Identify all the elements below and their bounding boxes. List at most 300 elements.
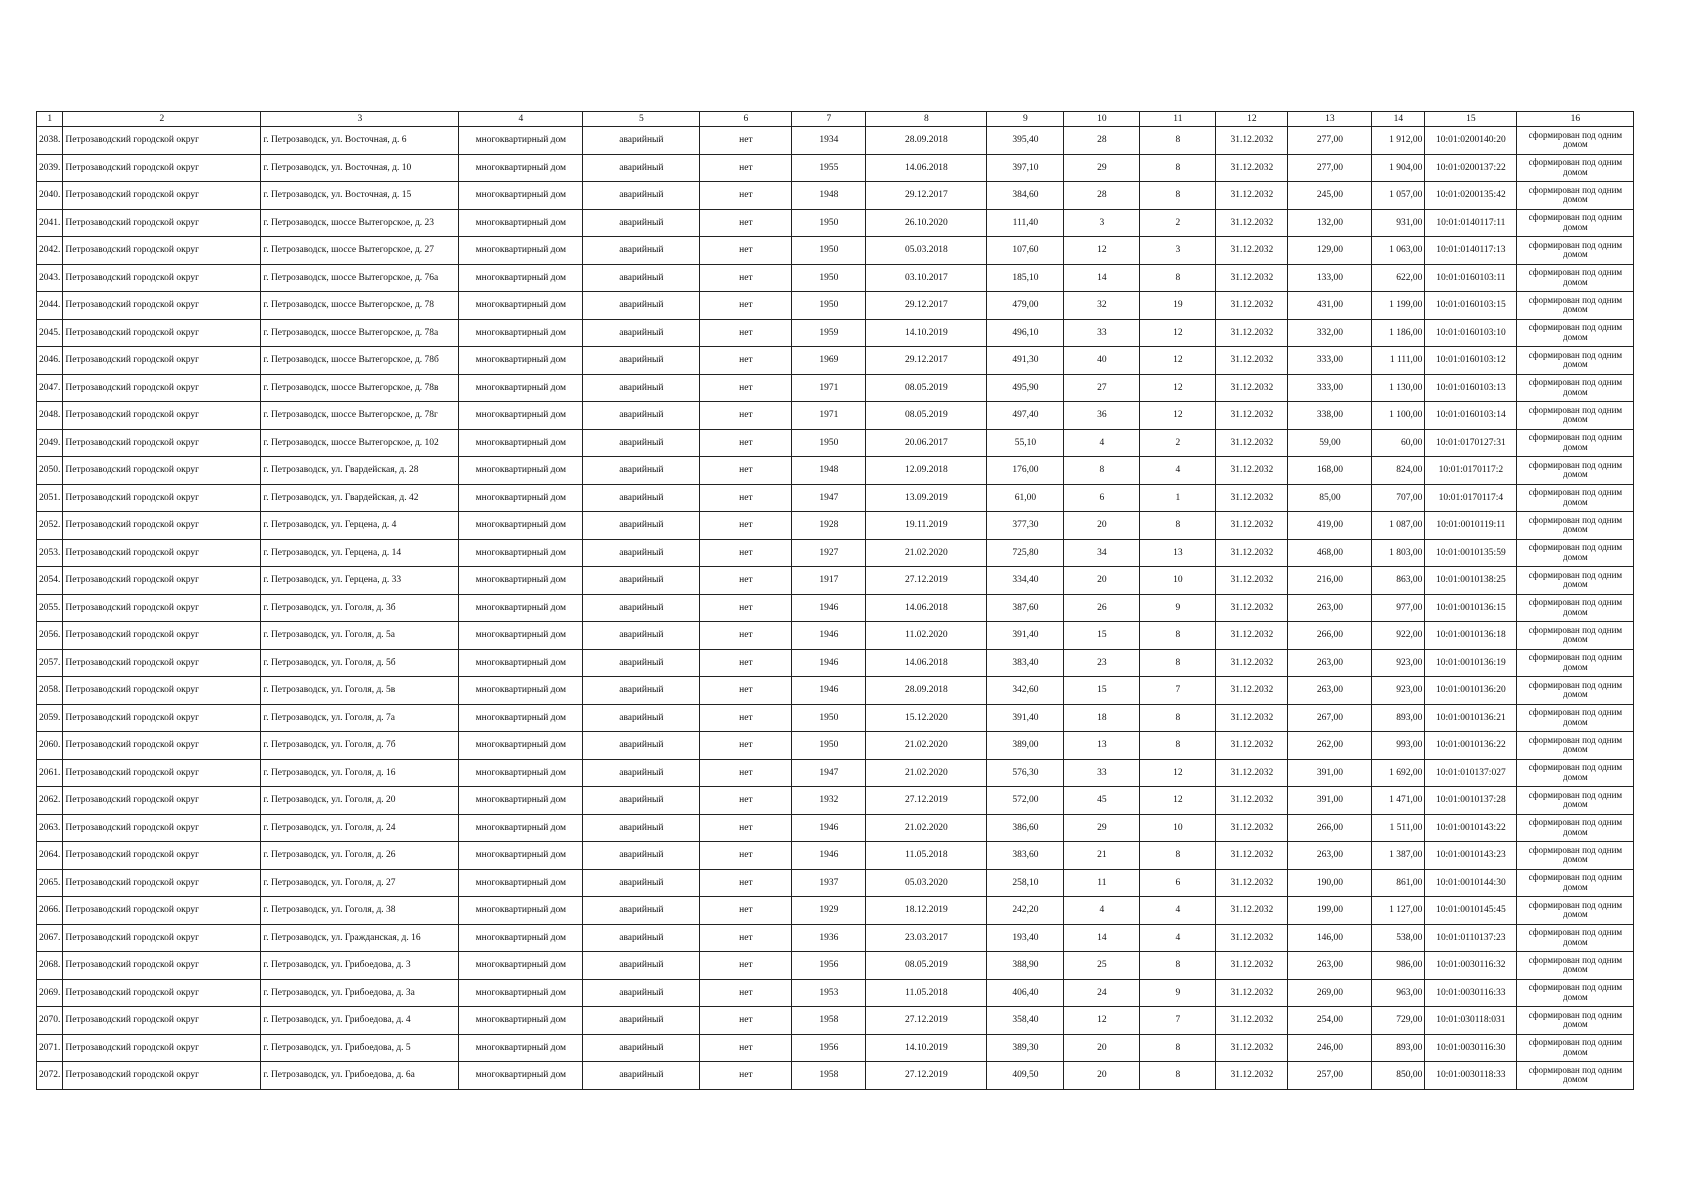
cell-area: 383,40 xyxy=(987,649,1064,677)
cell-row-number: 2065. xyxy=(37,869,63,897)
column-header-14: 14 xyxy=(1372,112,1425,127)
cell-col-13-value: 263,00 xyxy=(1288,952,1372,980)
cell-residents: 33 xyxy=(1064,759,1140,787)
cell-apartments: 7 xyxy=(1140,1007,1216,1035)
cell-row-number: 2050. xyxy=(37,457,63,485)
cell-cultural-heritage: нет xyxy=(700,842,792,870)
cell-land-status: сформирован под одним домом xyxy=(1517,402,1634,430)
cell-building-type: многоквартирный дом xyxy=(459,237,583,265)
cell-year-built: 1947 xyxy=(792,759,866,787)
cell-condition: аварийный xyxy=(583,869,700,897)
cell-building-type: многоквартирный дом xyxy=(459,209,583,237)
cell-area: 334,40 xyxy=(987,567,1064,595)
cell-cultural-heritage: нет xyxy=(700,704,792,732)
cell-address: г. Петрозаводск, ул. Гоголя, д. 5б xyxy=(261,649,459,677)
cell-cadastral-number: 10:01:0010136:15 xyxy=(1425,594,1517,622)
cell-municipality: Петрозаводский городской округ xyxy=(63,374,261,402)
cell-area: 388,90 xyxy=(987,952,1064,980)
column-header-1: 1 xyxy=(37,112,63,127)
cell-resettlement-deadline: 31.12.2032 xyxy=(1216,842,1288,870)
cell-resettlement-deadline: 31.12.2032 xyxy=(1216,319,1288,347)
cell-col-13-value: 263,00 xyxy=(1288,842,1372,870)
cell-building-type: многоквартирный дом xyxy=(459,622,583,650)
cell-apartments: 12 xyxy=(1140,787,1216,815)
cell-col-14-value: 931,00 xyxy=(1372,209,1425,237)
cell-cadastral-number: 10:01:0170117:4 xyxy=(1425,484,1517,512)
cell-col-13-value: 277,00 xyxy=(1288,154,1372,182)
cell-cultural-heritage: нет xyxy=(700,292,792,320)
table-row xyxy=(37,1062,1634,1090)
cell-year-built: 1958 xyxy=(792,1062,866,1090)
cell-address: г. Петрозаводск, ул. Гоголя, д. 3б xyxy=(261,594,459,622)
cell-area: 383,60 xyxy=(987,842,1064,870)
cell-residents: 4 xyxy=(1064,897,1140,925)
cell-cadastral-number: 10:01:0110137:23 xyxy=(1425,924,1517,952)
table-row xyxy=(37,237,1634,265)
cell-building-type: многоквартирный дом xyxy=(459,154,583,182)
cell-building-type: многоквартирный дом xyxy=(459,1062,583,1090)
cell-address: г. Петрозаводск, шоссе Вытегорское, д. 78а xyxy=(261,319,459,347)
cell-year-built: 1971 xyxy=(792,374,866,402)
cell-municipality: Петрозаводский городской округ xyxy=(63,787,261,815)
column-header-3: 3 xyxy=(261,112,459,127)
cell-apartments: 9 xyxy=(1140,594,1216,622)
cell-row-number: 2054. xyxy=(37,567,63,595)
cell-land-status: сформирован под одним домом xyxy=(1517,457,1634,485)
cell-area: 176,00 xyxy=(987,457,1064,485)
cell-residents: 25 xyxy=(1064,952,1140,980)
cell-resettlement-deadline: 31.12.2032 xyxy=(1216,759,1288,787)
table-row xyxy=(37,869,1634,897)
cell-condition: аварийный xyxy=(583,567,700,595)
cell-cultural-heritage: нет xyxy=(700,952,792,980)
cell-municipality: Петрозаводский городской округ xyxy=(63,924,261,952)
cell-cultural-heritage: нет xyxy=(700,814,792,842)
cell-year-built: 1947 xyxy=(792,484,866,512)
cell-land-status: сформирован под одним домом xyxy=(1517,869,1634,897)
cell-municipality: Петрозаводский городской округ xyxy=(63,649,261,677)
cell-recognition-date: 03.10.2017 xyxy=(866,264,987,292)
cell-apartments: 8 xyxy=(1140,952,1216,980)
column-header-6: 6 xyxy=(700,112,792,127)
cell-building-type: многоквартирный дом xyxy=(459,759,583,787)
cell-cadastral-number: 10:01:0160103:11 xyxy=(1425,264,1517,292)
cell-recognition-date: 05.03.2018 xyxy=(866,237,987,265)
cell-condition: аварийный xyxy=(583,237,700,265)
cell-municipality: Петрозаводский городской округ xyxy=(63,182,261,210)
cell-cultural-heritage: нет xyxy=(700,457,792,485)
cell-resettlement-deadline: 31.12.2032 xyxy=(1216,512,1288,540)
cell-building-type: многоквартирный дом xyxy=(459,457,583,485)
cell-cadastral-number: 10:01:0010136:22 xyxy=(1425,732,1517,760)
cell-address: г. Петрозаводск, шоссе Вытегорское, д. 78б xyxy=(261,347,459,375)
column-header-8: 8 xyxy=(866,112,987,127)
cell-condition: аварийный xyxy=(583,787,700,815)
cell-area: 258,10 xyxy=(987,869,1064,897)
cell-row-number: 2042. xyxy=(37,237,63,265)
cell-cadastral-number: 10:01:0170117:2 xyxy=(1425,457,1517,485)
cell-cadastral-number: 10:01:0140117:11 xyxy=(1425,209,1517,237)
cell-cadastral-number: 10:01:0160103:12 xyxy=(1425,347,1517,375)
cell-col-14-value: 850,00 xyxy=(1372,1062,1425,1090)
cell-col-13-value: 266,00 xyxy=(1288,622,1372,650)
cell-area: 377,30 xyxy=(987,512,1064,540)
table-row xyxy=(37,209,1634,237)
cell-cadastral-number: 10:01:0200140:20 xyxy=(1425,127,1517,155)
cell-area: 358,40 xyxy=(987,1007,1064,1035)
cell-land-status: сформирован под одним домом xyxy=(1517,512,1634,540)
cell-area: 572,00 xyxy=(987,787,1064,815)
cell-recognition-date: 28.09.2018 xyxy=(866,677,987,705)
table-row xyxy=(37,319,1634,347)
cell-recognition-date: 29.12.2017 xyxy=(866,292,987,320)
cell-address: г. Петрозаводск, ул. Гражданская, д. 16 xyxy=(261,924,459,952)
cell-row-number: 2043. xyxy=(37,264,63,292)
cell-apartments: 8 xyxy=(1140,732,1216,760)
cell-address: г. Петрозаводск, ул. Гоголя, д. 38 xyxy=(261,897,459,925)
table-row xyxy=(37,924,1634,952)
cell-condition: аварийный xyxy=(583,1034,700,1062)
cell-residents: 13 xyxy=(1064,732,1140,760)
cell-address: г. Петрозаводск, ул. Гоголя, д. 27 xyxy=(261,869,459,897)
cell-resettlement-deadline: 31.12.2032 xyxy=(1216,622,1288,650)
cell-recognition-date: 23.03.2017 xyxy=(866,924,987,952)
table-header xyxy=(37,112,1634,127)
cell-row-number: 2058. xyxy=(37,677,63,705)
cell-area: 496,10 xyxy=(987,319,1064,347)
cell-recognition-date: 14.10.2019 xyxy=(866,1034,987,1062)
cell-municipality: Петрозаводский городской округ xyxy=(63,1062,261,1090)
cell-apartments: 4 xyxy=(1140,457,1216,485)
cell-municipality: Петрозаводский городской округ xyxy=(63,209,261,237)
cell-building-type: многоквартирный дом xyxy=(459,979,583,1007)
cell-condition: аварийный xyxy=(583,1062,700,1090)
cell-row-number: 2048. xyxy=(37,402,63,430)
cell-col-13-value: 168,00 xyxy=(1288,457,1372,485)
cell-row-number: 2053. xyxy=(37,539,63,567)
cell-col-14-value: 729,00 xyxy=(1372,1007,1425,1035)
cell-col-14-value: 1 087,00 xyxy=(1372,512,1425,540)
cell-land-status: сформирован под одним домом xyxy=(1517,1007,1634,1035)
cell-cadastral-number: 10:01:0010136:21 xyxy=(1425,704,1517,732)
cell-residents: 8 xyxy=(1064,457,1140,485)
cell-col-13-value: 391,00 xyxy=(1288,787,1372,815)
cell-row-number: 2046. xyxy=(37,347,63,375)
cell-resettlement-deadline: 31.12.2032 xyxy=(1216,539,1288,567)
cell-col-13-value: 262,00 xyxy=(1288,732,1372,760)
cell-building-type: многоквартирный дом xyxy=(459,869,583,897)
cell-address: г. Петрозаводск, ул. Гоголя, д. 26 xyxy=(261,842,459,870)
cell-building-type: многоквартирный дом xyxy=(459,567,583,595)
cell-col-14-value: 1 199,00 xyxy=(1372,292,1425,320)
cell-cultural-heritage: нет xyxy=(700,209,792,237)
cell-cultural-heritage: нет xyxy=(700,154,792,182)
cell-address: г. Петрозаводск, ул. Грибоедова, д. 3а xyxy=(261,979,459,1007)
cell-land-status: сформирован под одним домом xyxy=(1517,292,1634,320)
cell-condition: аварийный xyxy=(583,374,700,402)
cell-cultural-heritage: нет xyxy=(700,1062,792,1090)
cell-row-number: 2071. xyxy=(37,1034,63,1062)
cell-residents: 34 xyxy=(1064,539,1140,567)
cell-condition: аварийный xyxy=(583,484,700,512)
cell-area: 576,30 xyxy=(987,759,1064,787)
cell-land-status: сформирован под одним домом xyxy=(1517,429,1634,457)
cell-land-status: сформирован под одним домом xyxy=(1517,677,1634,705)
cell-apartments: 8 xyxy=(1140,622,1216,650)
cell-year-built: 1953 xyxy=(792,979,866,1007)
cell-area: 391,40 xyxy=(987,622,1064,650)
cell-apartments: 10 xyxy=(1140,814,1216,842)
cell-address: г. Петрозаводск, шоссе Вытегорское, д. 23 xyxy=(261,209,459,237)
cell-address: г. Петрозаводск, ул. Гвардейская, д. 28 xyxy=(261,457,459,485)
cell-building-type: многоквартирный дом xyxy=(459,594,583,622)
cell-land-status: сформирован под одним домом xyxy=(1517,347,1634,375)
cell-cadastral-number: 10:01:0160103:15 xyxy=(1425,292,1517,320)
cell-address: г. Петрозаводск, шоссе Вытегорское, д. 76а xyxy=(261,264,459,292)
cell-col-13-value: 266,00 xyxy=(1288,814,1372,842)
cell-cadastral-number: 10:01:0010136:20 xyxy=(1425,677,1517,705)
column-header-15: 15 xyxy=(1425,112,1517,127)
column-header-16: 16 xyxy=(1517,112,1634,127)
cell-land-status: сформирован под одним домом xyxy=(1517,979,1634,1007)
cell-resettlement-deadline: 31.12.2032 xyxy=(1216,237,1288,265)
cell-col-14-value: 622,00 xyxy=(1372,264,1425,292)
cell-condition: аварийный xyxy=(583,154,700,182)
cell-address: г. Петрозаводск, ул. Гоголя, д. 7а xyxy=(261,704,459,732)
cell-cultural-heritage: нет xyxy=(700,539,792,567)
table-row xyxy=(37,649,1634,677)
cell-condition: аварийный xyxy=(583,429,700,457)
cell-apartments: 8 xyxy=(1140,1034,1216,1062)
housing-register-table xyxy=(36,111,1634,1090)
cell-col-14-value: 1 186,00 xyxy=(1372,319,1425,347)
cell-residents: 6 xyxy=(1064,484,1140,512)
cell-year-built: 1917 xyxy=(792,567,866,595)
cell-year-built: 1950 xyxy=(792,292,866,320)
cell-building-type: многоквартирный дом xyxy=(459,402,583,430)
cell-resettlement-deadline: 31.12.2032 xyxy=(1216,869,1288,897)
cell-col-14-value: 1 692,00 xyxy=(1372,759,1425,787)
cell-row-number: 2070. xyxy=(37,1007,63,1035)
cell-apartments: 12 xyxy=(1140,374,1216,402)
cell-resettlement-deadline: 31.12.2032 xyxy=(1216,924,1288,952)
cell-col-14-value: 893,00 xyxy=(1372,704,1425,732)
cell-resettlement-deadline: 31.12.2032 xyxy=(1216,1034,1288,1062)
cell-building-type: многоквартирный дом xyxy=(459,1034,583,1062)
cell-resettlement-deadline: 31.12.2032 xyxy=(1216,677,1288,705)
cell-land-status: сформирован под одним домом xyxy=(1517,924,1634,952)
cell-year-built: 1932 xyxy=(792,787,866,815)
cell-area: 242,20 xyxy=(987,897,1064,925)
cell-row-number: 2059. xyxy=(37,704,63,732)
cell-municipality: Петрозаводский городской округ xyxy=(63,264,261,292)
cell-land-status: сформирован под одним домом xyxy=(1517,622,1634,650)
cell-col-14-value: 922,00 xyxy=(1372,622,1425,650)
cell-residents: 20 xyxy=(1064,1062,1140,1090)
cell-apartments: 12 xyxy=(1140,347,1216,375)
table-row xyxy=(37,704,1634,732)
cell-condition: аварийный xyxy=(583,347,700,375)
cell-recognition-date: 14.10.2019 xyxy=(866,319,987,347)
cell-condition: аварийный xyxy=(583,457,700,485)
cell-row-number: 2066. xyxy=(37,897,63,925)
cell-year-built: 1946 xyxy=(792,814,866,842)
cell-area: 406,40 xyxy=(987,979,1064,1007)
cell-condition: аварийный xyxy=(583,897,700,925)
cell-building-type: многоквартирный дом xyxy=(459,842,583,870)
cell-resettlement-deadline: 31.12.2032 xyxy=(1216,1007,1288,1035)
cell-recognition-date: 14.06.2018 xyxy=(866,594,987,622)
cell-area: 495,90 xyxy=(987,374,1064,402)
table-row xyxy=(37,677,1634,705)
cell-address: г. Петрозаводск, ул. Герцена, д. 4 xyxy=(261,512,459,540)
cell-address: г. Петрозаводск, ул. Гоголя, д. 24 xyxy=(261,814,459,842)
cell-building-type: многоквартирный дом xyxy=(459,429,583,457)
cell-condition: аварийный xyxy=(583,292,700,320)
cell-year-built: 1948 xyxy=(792,182,866,210)
cell-apartments: 1 xyxy=(1140,484,1216,512)
table-row xyxy=(37,622,1634,650)
cell-cultural-heritage: нет xyxy=(700,127,792,155)
cell-recognition-date: 11.05.2018 xyxy=(866,842,987,870)
cell-address: г. Петрозаводск, ул. Гоголя, д. 7б xyxy=(261,732,459,760)
table-row xyxy=(37,182,1634,210)
cell-recognition-date: 19.11.2019 xyxy=(866,512,987,540)
table-row xyxy=(37,402,1634,430)
cell-year-built: 1956 xyxy=(792,1034,866,1062)
table-row xyxy=(37,127,1634,155)
cell-col-13-value: 146,00 xyxy=(1288,924,1372,952)
cell-condition: аварийный xyxy=(583,814,700,842)
cell-residents: 12 xyxy=(1064,237,1140,265)
cell-land-status: сформирован под одним домом xyxy=(1517,897,1634,925)
table-row xyxy=(37,787,1634,815)
cell-address: г. Петрозаводск, ул. Гвардейская, д. 42 xyxy=(261,484,459,512)
cell-resettlement-deadline: 31.12.2032 xyxy=(1216,484,1288,512)
cell-area: 185,10 xyxy=(987,264,1064,292)
cell-col-13-value: 263,00 xyxy=(1288,594,1372,622)
cell-condition: аварийный xyxy=(583,979,700,1007)
cell-col-14-value: 923,00 xyxy=(1372,649,1425,677)
cell-col-13-value: 190,00 xyxy=(1288,869,1372,897)
cell-residents: 18 xyxy=(1064,704,1140,732)
cell-land-status: сформирован под одним домом xyxy=(1517,237,1634,265)
cell-col-13-value: 267,00 xyxy=(1288,704,1372,732)
cell-resettlement-deadline: 31.12.2032 xyxy=(1216,897,1288,925)
cell-col-13-value: 468,00 xyxy=(1288,539,1372,567)
cell-municipality: Петрозаводский городской округ xyxy=(63,1034,261,1062)
cell-col-13-value: 419,00 xyxy=(1288,512,1372,540)
cell-resettlement-deadline: 31.12.2032 xyxy=(1216,429,1288,457)
cell-cultural-heritage: нет xyxy=(700,319,792,347)
cell-recognition-date: 20.06.2017 xyxy=(866,429,987,457)
cell-col-14-value: 1 130,00 xyxy=(1372,374,1425,402)
cell-cadastral-number: 10:01:0010136:19 xyxy=(1425,649,1517,677)
cell-apartments: 8 xyxy=(1140,512,1216,540)
cell-cultural-heritage: нет xyxy=(700,429,792,457)
cell-condition: аварийный xyxy=(583,704,700,732)
table-row xyxy=(37,979,1634,1007)
cell-cultural-heritage: нет xyxy=(700,622,792,650)
cell-year-built: 1946 xyxy=(792,594,866,622)
cell-condition: аварийный xyxy=(583,127,700,155)
cell-recognition-date: 11.05.2018 xyxy=(866,979,987,1007)
cell-land-status: сформирован под одним домом xyxy=(1517,154,1634,182)
cell-apartments: 8 xyxy=(1140,154,1216,182)
table-row xyxy=(37,457,1634,485)
cell-year-built: 1950 xyxy=(792,264,866,292)
column-header-2: 2 xyxy=(63,112,261,127)
cell-building-type: многоквартирный дом xyxy=(459,814,583,842)
cell-year-built: 1946 xyxy=(792,842,866,870)
cell-col-14-value: 923,00 xyxy=(1372,677,1425,705)
cell-land-status: сформирован под одним домом xyxy=(1517,649,1634,677)
cell-year-built: 1929 xyxy=(792,897,866,925)
cell-condition: аварийный xyxy=(583,842,700,870)
table-row xyxy=(37,512,1634,540)
cell-cadastral-number: 10:01:0010119:11 xyxy=(1425,512,1517,540)
cell-municipality: Петрозаводский городской округ xyxy=(63,402,261,430)
cell-land-status: сформирован под одним домом xyxy=(1517,209,1634,237)
cell-col-14-value: 60,00 xyxy=(1372,429,1425,457)
cell-resettlement-deadline: 31.12.2032 xyxy=(1216,154,1288,182)
cell-area: 111,40 xyxy=(987,209,1064,237)
cell-address: г. Петрозаводск, ул. Восточная, д. 6 xyxy=(261,127,459,155)
cell-col-13-value: 333,00 xyxy=(1288,347,1372,375)
cell-land-status: сформирован под одним домом xyxy=(1517,759,1634,787)
cell-land-status: сформирован под одним домом xyxy=(1517,374,1634,402)
cell-col-13-value: 246,00 xyxy=(1288,1034,1372,1062)
cell-apartments: 8 xyxy=(1140,1062,1216,1090)
cell-building-type: многоквартирный дом xyxy=(459,704,583,732)
cell-cadastral-number: 10:01:0030116:33 xyxy=(1425,979,1517,1007)
cell-col-14-value: 977,00 xyxy=(1372,594,1425,622)
table-row xyxy=(37,897,1634,925)
table-row xyxy=(37,484,1634,512)
cell-municipality: Петрозаводский городской округ xyxy=(63,1007,261,1035)
cell-recognition-date: 21.02.2020 xyxy=(866,539,987,567)
cell-cadastral-number: 10:01:0010143:23 xyxy=(1425,842,1517,870)
column-header-13: 13 xyxy=(1288,112,1372,127)
cell-col-14-value: 986,00 xyxy=(1372,952,1425,980)
cell-condition: аварийный xyxy=(583,539,700,567)
cell-recognition-date: 08.05.2019 xyxy=(866,952,987,980)
cell-col-14-value: 893,00 xyxy=(1372,1034,1425,1062)
cell-area: 491,30 xyxy=(987,347,1064,375)
cell-apartments: 6 xyxy=(1140,869,1216,897)
cell-recognition-date: 14.06.2018 xyxy=(866,649,987,677)
table-row xyxy=(37,814,1634,842)
table-row xyxy=(37,732,1634,760)
cell-apartments: 12 xyxy=(1140,402,1216,430)
cell-year-built: 1936 xyxy=(792,924,866,952)
cell-year-built: 1946 xyxy=(792,622,866,650)
cell-row-number: 2051. xyxy=(37,484,63,512)
column-header-11: 11 xyxy=(1140,112,1216,127)
cell-resettlement-deadline: 31.12.2032 xyxy=(1216,374,1288,402)
cell-residents: 45 xyxy=(1064,787,1140,815)
cell-recognition-date: 13.09.2019 xyxy=(866,484,987,512)
cell-resettlement-deadline: 31.12.2032 xyxy=(1216,567,1288,595)
cell-land-status: сформирован под одним домом xyxy=(1517,127,1634,155)
cell-row-number: 2060. xyxy=(37,732,63,760)
cell-municipality: Петрозаводский городской округ xyxy=(63,594,261,622)
cell-building-type: многоквартирный дом xyxy=(459,897,583,925)
cell-area: 389,00 xyxy=(987,732,1064,760)
cell-residents: 21 xyxy=(1064,842,1140,870)
table-row xyxy=(37,374,1634,402)
cell-address: г. Петрозаводск, ул. Герцена, д. 14 xyxy=(261,539,459,567)
